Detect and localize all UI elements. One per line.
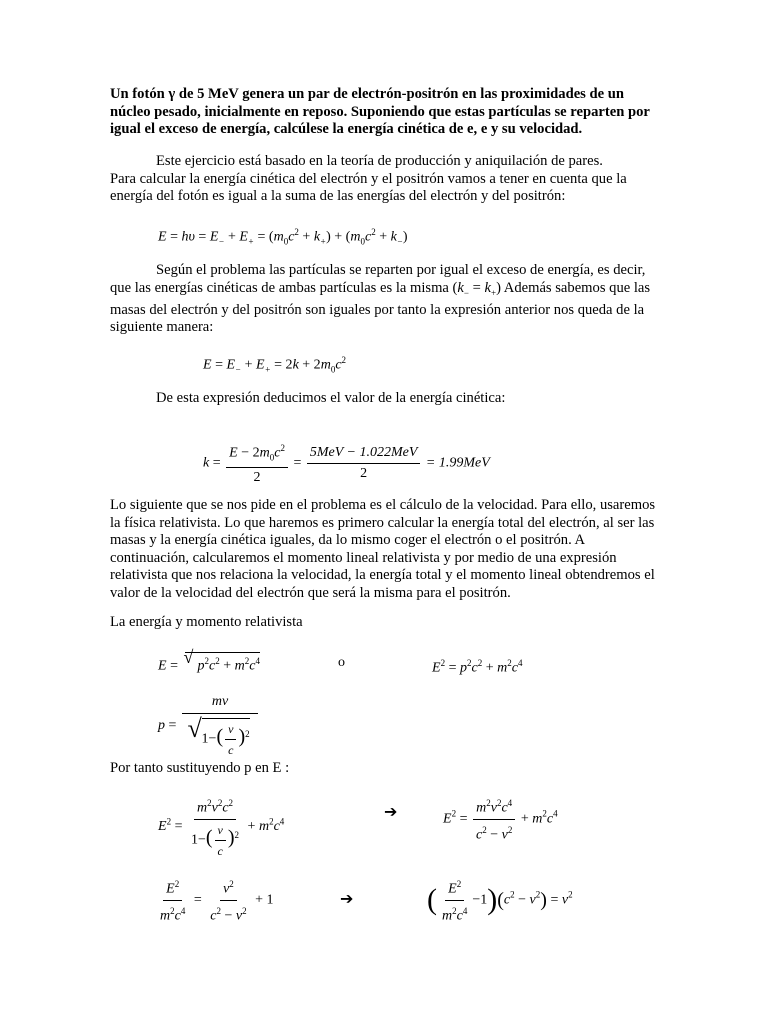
equation-ratio-left: $\frac{E^2}{m^2c^4}$ = $\frac{v^2}{c^2 - v^2}$ + 1 [155, 876, 274, 924]
equation-photon-energy: $E = h\upsilon = E_- + E_+ = (m_0c^2 + k_+) + (m_0c^2 + k_-)$ [158, 227, 408, 247]
equation-total-energy: $E = E_- + E_+ = 2k + 2m_0c^2$ [203, 355, 347, 375]
problem-statement: Un fotón γ de 5 MeV genera un par de electrón-positrón en las proximidades de un núcleo pesado, inicialmente en reposo. Suponiendo que estas partículas se reparten por igual el exceso de energía, calcúlese la energía cinética de e, e y su velocidad. [110, 86, 650, 137]
paragraph-deduce: De esta expresión deducimos el valor de la energía cinética: [156, 390, 506, 406]
para2-text-a: Según el problema las partículas se reparten por igual el exceso de energía, es decir, que las energías cinéticas de ambas partículas es la misma ( [110, 262, 646, 296]
or-connector [338, 655, 345, 671]
equation-momentum: p = mv √ 1−( $\frac{v}{c}$ )$^2$ [158, 694, 260, 758]
intro-paragraph [110, 153, 660, 206]
equation-e2-right: $E^2$ = $\frac{m^2v^2c^4}{c^2 - v^2}$ + $m^2c^4$ [443, 795, 558, 843]
paragraph-equal-energies: Según el problema las partículas se reparten por igual el exceso de energía, es decir, que las energías cinéticas de ambas partículas es la misma $(k_- = k_+)$ Además sabemos que las masas del electrón y del positrón son iguales por tanto la expresión anterior nos queda de la siguiente manera: [110, 262, 651, 336]
or-word: o [338, 655, 345, 670]
equation-energy-sqrt: E = √ $p^2c^2 + m^2c^4$ [158, 647, 260, 674]
para2-text-b: ) Además sabemos que las masas del electrón y del positrón son iguales por tanto la expresión anterior nos queda de la siguiente manera: [110, 279, 651, 336]
arrow-icon-2: ➔ [340, 891, 354, 908]
equation-ratio-right: ( $\frac{E^2}{m^2c^4}$ $-1)(c^2 - v^2) = v^2$ [427, 876, 573, 924]
equation-e2-left: $E^2$ = $m^2v^2c^2$ 1−( $\frac{v}{c}$ )$^2$ + $m^2c^4$ [158, 795, 284, 859]
k-result: = 1.99MeV [425, 455, 490, 471]
intro-rest: Para calcular la energía cinética del electrón y el positrón vamos a tener en cuenta que la energía del fotón es igual a la suma de las energías del electrón y del positrón: [110, 170, 627, 204]
equation-kinetic-energy: k = $\frac{E - 2m_0c^2}{2}$ = $\frac{\text{5MeV − 1.022MeV}}{2}$ = 1.99MeV [203, 440, 490, 486]
equation-energy-squared: $E^2 = p^2c^2 + m^2c^4$ [432, 658, 523, 676]
paragraph-energy-momentum: La energía y momento relativista [110, 614, 303, 630]
paragraph-substitute: Por tanto sustituyendo p en E : [110, 760, 290, 776]
arrow-icon-1: ➔ [384, 804, 398, 821]
paragraph-velocity: Lo siguiente que se nos pide en el problema es el cálculo de la velocidad. Para ello, usaremos la física relativista. Lo que haremos es primero calcular la energía total del electrón, al ser las masas y la energía cinética iguales, da lo mismo coger el electrón o el positrón. A continuación, calcularemos el momento lineal relativista y por medio de una expresión relativista que nos relaciona la velocidad, la energía total y el momento lineal obtendremos el valor de la velocidad del electrón que será la misma para el positrón. [110, 497, 656, 601]
intro-first-line: Este ejercicio está basado en la teoría de producción y aniquilación de pares. [156, 153, 603, 169]
plus-one: + 1 [255, 892, 274, 908]
k-numeric-numerator: 5MeV − 1.022MeV [307, 445, 421, 464]
